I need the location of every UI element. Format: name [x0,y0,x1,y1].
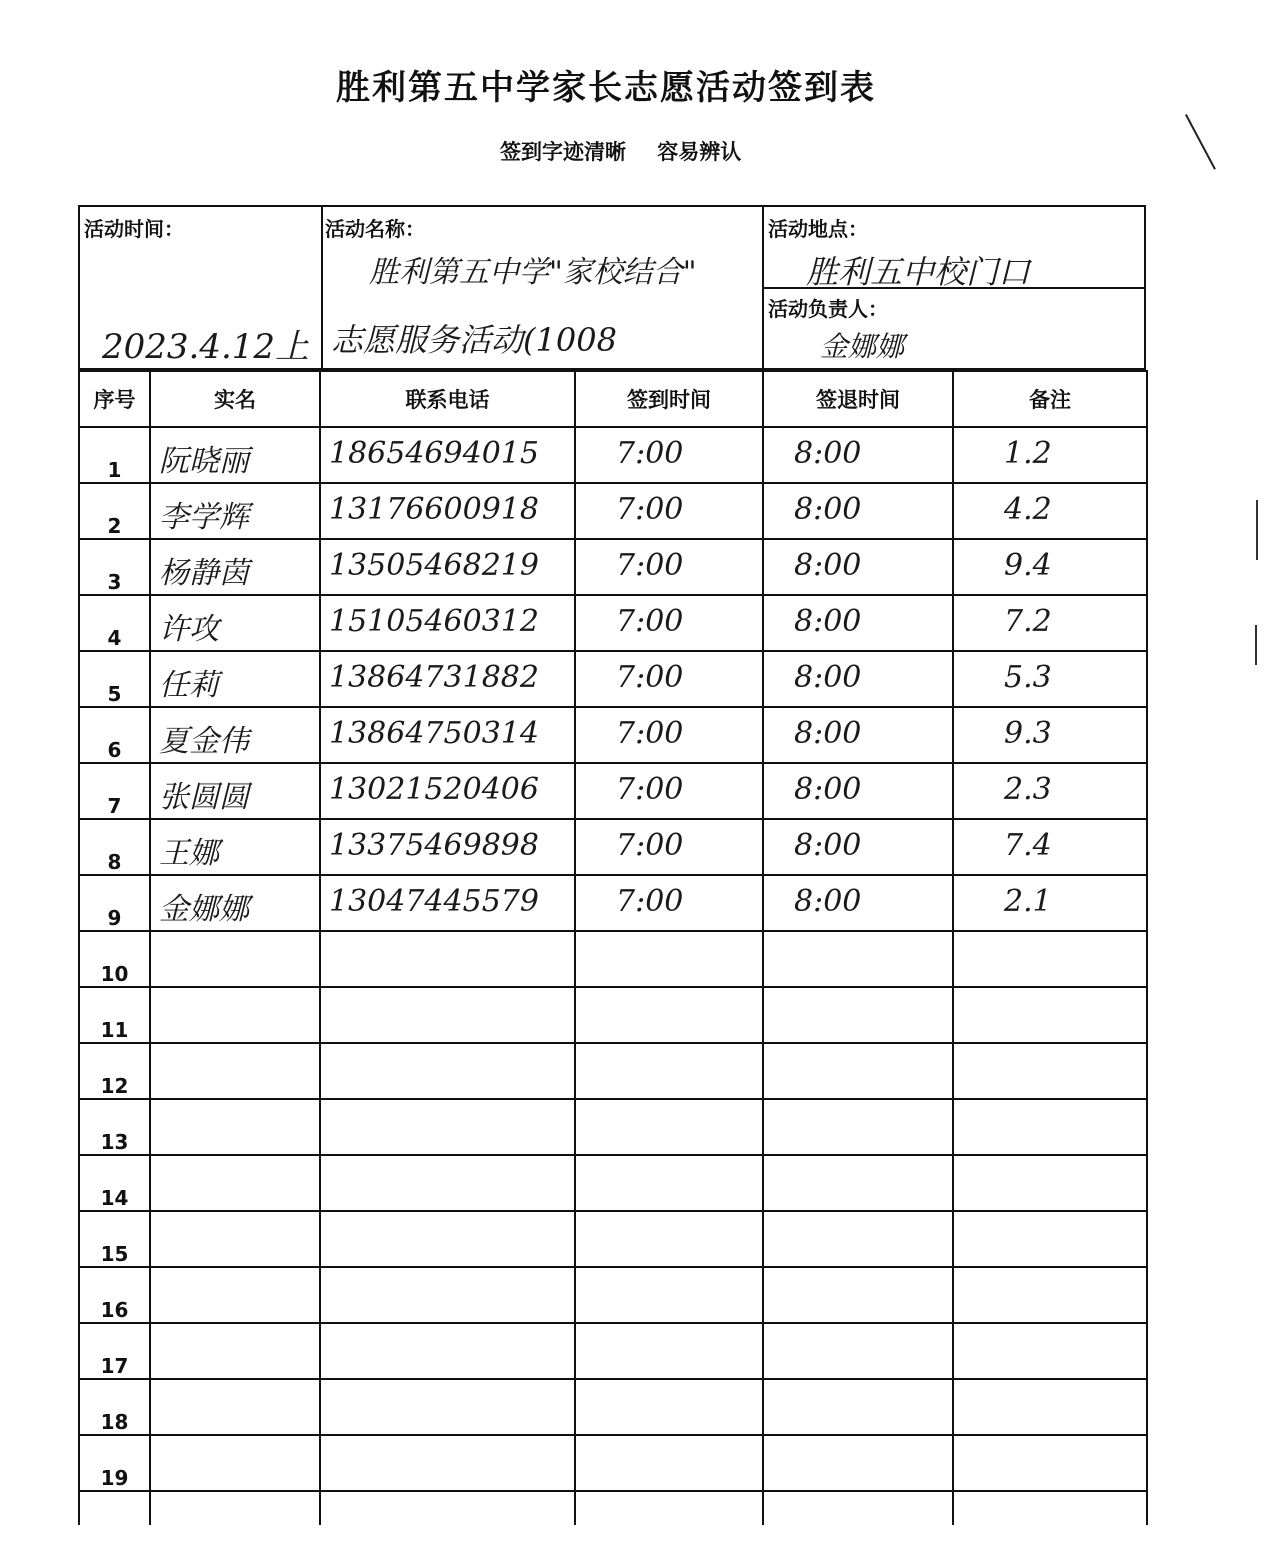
cell-in [575,987,763,1043]
table-row [79,483,1147,539]
handwritten-note: 9.3 [1004,716,1052,751]
cell-phone [320,707,575,763]
cell-in [575,1155,763,1211]
row-number: 5 [79,651,150,707]
cell-out [763,483,953,539]
row-number: 13 [79,1099,150,1155]
row-number: 16 [79,1267,150,1323]
handwritten-in: 7:00 [616,716,684,751]
cell-name [150,1099,320,1155]
cell-out [763,763,953,819]
cell-phone [320,595,575,651]
handwritten-in: 7:00 [616,660,684,695]
cell-phone [320,987,575,1043]
activity-name-label: 活动名称： [325,217,425,241]
row-number: 18 [79,1379,150,1435]
handwritten-note: 7.4 [1004,828,1052,863]
cell-in [575,1043,763,1099]
handwritten-name: 许攻 [159,612,219,647]
cell-phone [320,1043,575,1099]
activity-time-value: 2023.4.12上 [102,327,310,367]
cell-out [763,1155,953,1211]
cell-name [150,707,320,763]
handwritten-in: 7:00 [616,772,684,807]
handwritten-name: 金娜娜 [159,892,249,927]
cell-note [953,1435,1147,1491]
activity-name-line1: 胜利第五中学"家校结合" [369,255,697,290]
cell-out [763,707,953,763]
handwritten-name: 阮晓丽 [159,444,249,479]
table-row [79,1379,1147,1435]
cell-name [150,875,320,931]
handwritten-out: 8:00 [794,492,862,527]
cell-name [150,1043,320,1099]
handwritten-in: 7:00 [616,884,684,919]
cell-out [763,1099,953,1155]
cell-out [763,819,953,875]
cell-in [575,1211,763,1267]
table-row [79,427,1147,483]
handwritten-name: 夏金伟 [159,724,249,759]
handwritten-phone: 13021520406 [329,772,539,807]
cell-note [953,539,1147,595]
handwritten-in: 7:00 [616,828,684,863]
cell-name [150,483,320,539]
table-row [79,1155,1147,1211]
cell-out [763,931,953,987]
activity-info-box [78,205,1146,370]
cell-phone [320,875,575,931]
handwritten-in: 7:00 [616,548,684,583]
handwritten-out: 8:00 [794,884,862,919]
page-title: 胜利第五中学家长志愿活动签到表 [336,68,876,108]
activity-leader-label: 活动负责人： [768,297,888,321]
activity-place-cell [762,207,1146,368]
handwritten-phone: 15105460312 [329,604,539,639]
handwritten-note: 9.4 [1004,548,1052,583]
cell-note [953,1155,1147,1211]
table-row [79,595,1147,651]
cell-note [953,875,1147,931]
cell-in [575,763,763,819]
handwritten-note: 4.2 [1004,492,1052,527]
cell-in [575,595,763,651]
cell-note [953,595,1147,651]
cell-phone [320,819,575,875]
handwritten-in: 7:00 [616,436,684,471]
handwritten-out: 8:00 [794,436,862,471]
cell-note [953,763,1147,819]
table-row [79,931,1147,987]
cell-note [953,1099,1147,1155]
handwritten-name: 李学辉 [159,500,249,535]
handwritten-name: 任莉 [159,668,219,703]
row-number: 6 [79,707,150,763]
cell-note [953,427,1147,483]
scan-mark [1185,114,1216,170]
handwritten-note: 5.3 [1004,660,1052,695]
col-header-phone: 联系电话 [320,371,575,427]
cell-note [953,931,1147,987]
handwritten-phone: 13864750314 [329,716,539,751]
handwritten-phone: 13375469898 [329,828,539,863]
handwritten-name: 杨静茵 [159,556,249,591]
cell-phone [320,483,575,539]
signin-table [78,370,1148,1548]
cell-phone [320,427,575,483]
row-number: 2 [79,483,150,539]
handwritten-phone: 13176600918 [329,492,539,527]
handwritten-out: 8:00 [794,828,862,863]
activity-name-line2: 志愿服务活动(1008 [331,321,617,359]
cell-note [953,1211,1147,1267]
cell-phone [320,931,575,987]
cell-phone [320,1323,575,1379]
cell-phone [320,763,575,819]
cell-phone [320,1155,575,1211]
cell-phone [320,539,575,595]
cell-name [150,427,320,483]
cell-out [763,1435,953,1491]
cell-in [575,427,763,483]
handwritten-in: 7:00 [616,492,684,527]
row-number: 10 [79,931,150,987]
table-row [79,1211,1147,1267]
cell-in [575,707,763,763]
cell-name [150,1379,320,1435]
table-row [79,1267,1147,1323]
cell-note [953,1267,1147,1323]
col-header-note: 备注 [953,371,1147,427]
handwritten-phone: 13864731882 [329,660,539,695]
cell-out [763,1267,953,1323]
row-number: 7 [79,763,150,819]
handwritten-out: 8:00 [794,716,862,751]
cell-in [575,1379,763,1435]
cell-note [953,1043,1147,1099]
cell-note [953,1379,1147,1435]
handwritten-in: 7:00 [616,604,684,639]
handwritten-phone: 13505468219 [329,548,539,583]
row-number: 1 [79,427,150,483]
row-number: 12 [79,1043,150,1099]
cell-note [953,707,1147,763]
cell-in [575,1323,763,1379]
activity-time-label: 活动时间： [84,217,184,241]
handwritten-note: 1.2 [1004,436,1052,471]
cell-in [575,931,763,987]
cell-note [953,987,1147,1043]
cell-phone [320,1379,575,1435]
row-number: 4 [79,595,150,651]
activity-leader-value: 金娜娜 [820,330,905,363]
table-row [79,819,1147,875]
cell-out [763,987,953,1043]
row-number: 3 [79,539,150,595]
table-row [79,651,1147,707]
handwritten-phone: 18654694015 [329,436,539,471]
table-row [79,1323,1147,1379]
cell-in [575,1099,763,1155]
cell-name [150,651,320,707]
handwritten-out: 8:00 [794,660,862,695]
cell-out [763,595,953,651]
table-row [79,1099,1147,1155]
handwritten-out: 8:00 [794,772,862,807]
row-number: 9 [79,875,150,931]
cell-in [575,1267,763,1323]
cell-out [763,427,953,483]
cell-name [150,1323,320,1379]
table-row [79,1043,1147,1099]
table-row [79,539,1147,595]
handwritten-out: 8:00 [794,604,862,639]
subtitle: 签到字迹清晰 容易辨认 [500,140,742,164]
handwritten-note: 2.1 [1004,884,1052,919]
row-number: 14 [79,1155,150,1211]
activity-time-cell [80,207,323,368]
handwritten-name: 王娜 [159,836,219,871]
cell-out [763,539,953,595]
cell-note [953,483,1147,539]
col-header-checkout: 签退时间 [763,371,953,427]
cell-phone [320,1267,575,1323]
cell-out [763,1211,953,1267]
row-number: 19 [79,1435,150,1491]
cell-in [575,539,763,595]
col-header-name: 实名 [150,371,320,427]
table-row [79,1435,1147,1491]
handwritten-note: 7.2 [1004,604,1052,639]
handwritten-name: 张圆圆 [159,780,249,815]
table-row [79,987,1147,1043]
cell-phone [320,1211,575,1267]
row-number: 15 [79,1211,150,1267]
cell-name [150,819,320,875]
cell-in [575,875,763,931]
cell-name [150,539,320,595]
cell-out [763,1323,953,1379]
activity-name-cell [321,207,764,368]
cell-note [953,651,1147,707]
col-header-num: 序号 [79,371,150,427]
cell-name [150,987,320,1043]
handwritten-phone: 13047445579 [329,884,539,919]
col-header-checkin: 签到时间 [575,371,763,427]
cell-out [763,1379,953,1435]
cell-name [150,931,320,987]
handwritten-out: 8:00 [794,548,862,583]
cell-name [150,1155,320,1211]
cell-name [150,1267,320,1323]
cell-name [150,763,320,819]
cell-out [763,1043,953,1099]
scan-edge-mark [1256,500,1258,560]
table-row [79,763,1147,819]
cell-phone [320,1435,575,1491]
cell-out [763,651,953,707]
handwritten-note: 2.3 [1004,772,1052,807]
page-bottom-edge [0,1525,1280,1562]
row-number: 11 [79,987,150,1043]
cell-name [150,1211,320,1267]
cell-phone [320,651,575,707]
activity-place-value: 胜利五中校门口 [806,253,1031,291]
cell-name [150,1435,320,1491]
cell-in [575,1435,763,1491]
activity-place-label: 活动地点： [768,217,868,241]
cell-note [953,819,1147,875]
cell-in [575,483,763,539]
cell-in [575,819,763,875]
cell-in [575,651,763,707]
row-number: 8 [79,819,150,875]
cell-phone [320,1099,575,1155]
table-header-row [79,371,1147,427]
table-row [79,875,1147,931]
cell-note [953,1323,1147,1379]
scan-edge-mark [1255,625,1257,665]
cell-out [763,875,953,931]
row-number: 17 [79,1323,150,1379]
table-row [79,707,1147,763]
cell-name [150,595,320,651]
